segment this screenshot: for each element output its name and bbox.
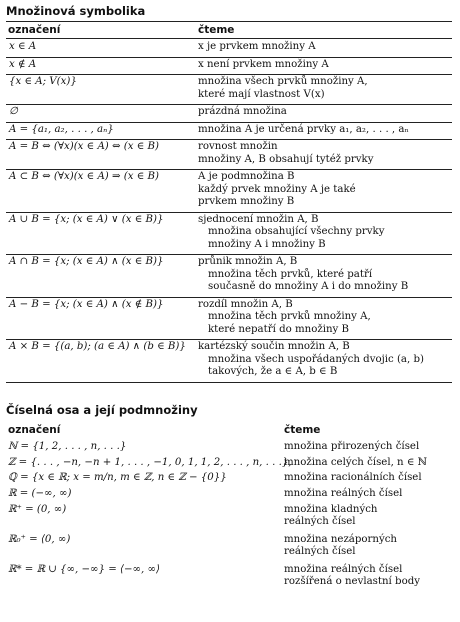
- reading-line: množina kladných: [284, 503, 378, 515]
- reading-line: rozdíl množin A, B: [198, 298, 293, 310]
- notation-cell: A = {a₁, a₂, . . . , aₙ}: [9, 123, 114, 135]
- reading-line: každý prvek množiny A je také: [198, 183, 356, 195]
- row-rule: [6, 57, 452, 58]
- reading-line: množina reálných čísel: [284, 488, 403, 500]
- reading-line: množina těch prvků, které patří: [208, 268, 373, 280]
- column-header-reading: čteme: [284, 424, 321, 436]
- reading-cell: [284, 472, 422, 485]
- reading-line: množina nezáporných: [284, 533, 397, 545]
- row-rule: [6, 212, 452, 213]
- reading-cell: [284, 534, 397, 559]
- notation-cell: x ∈ A: [9, 41, 37, 52]
- reading-cell: [284, 457, 427, 470]
- table-top-rule: [6, 21, 452, 22]
- notation-cell: ∅: [9, 106, 18, 117]
- reading-line: současně do množiny A i do množiny B: [208, 281, 409, 292]
- reading-cell: [198, 76, 368, 101]
- row-rule: [6, 122, 452, 123]
- reading-line: které nepatří do množiny B: [208, 323, 349, 335]
- reading-line: množina přirozených čísel: [284, 441, 420, 452]
- reading-cell: [198, 41, 316, 54]
- reading-cell: [284, 504, 377, 529]
- row-rule: [6, 74, 452, 75]
- reading-line: množina reálných čísel: [284, 563, 403, 575]
- row-rule: [6, 104, 452, 105]
- notation-cell: A = B ⇔ (∀x)(x ∈ A) ⇔ (x ∈ B): [9, 141, 159, 152]
- notation-cell: ℝ* = ℝ ∪ {∞, −∞} = ⟨−∞, ∞⟩: [8, 563, 160, 575]
- reading-line: které mají vlastnost V(x): [198, 88, 325, 100]
- column-header-notation: označení: [8, 24, 61, 36]
- reading-line: množiny A i množiny B: [208, 238, 326, 250]
- header-rule: [6, 38, 452, 39]
- row-rule: [6, 382, 452, 383]
- reading-cell: [284, 441, 419, 454]
- column-header-reading: čteme: [198, 24, 235, 36]
- notation-cell: A ∩ B = {x; (x ∈ A) ∧ (x ∈ B)}: [9, 256, 164, 267]
- reading-line: průnik množin A, B: [198, 256, 298, 267]
- reading-cell: [198, 214, 384, 252]
- reading-line: kartézský součin množin A, B: [198, 341, 350, 352]
- reading-line: reálných čísel: [284, 516, 356, 528]
- reading-line: A je podmnožina B: [198, 171, 295, 182]
- reading-cell: [198, 299, 371, 337]
- notation-cell: {x ∈ A; V(x)}: [9, 76, 77, 87]
- reading-line: množina racionálních čísel: [284, 472, 422, 484]
- reading-cell: [198, 141, 373, 166]
- reading-line: rozšířená o nevlastní body: [284, 576, 420, 588]
- row-rule: [6, 254, 452, 255]
- column-header-notation: označení: [8, 424, 61, 436]
- notation-cell: A − B = {x; (x ∈ A) ∧ (x ∉ B)}: [9, 298, 164, 310]
- notation-cell: x ∉ A: [9, 58, 37, 70]
- reading-line: sjednocení množin A, B: [198, 213, 319, 225]
- row-rule: [6, 339, 452, 340]
- notation-cell: A ⊂ B ⇔ (∀x)(x ∈ A) ⇒ (x ∈ B): [9, 171, 159, 182]
- row-rule: [6, 169, 452, 170]
- row-rule: [6, 297, 452, 298]
- reading-line: prvkem množiny B: [198, 196, 295, 207]
- reading-line: rovnost množin: [198, 141, 278, 152]
- reading-line: množina obsahující všechny prvky: [208, 226, 385, 237]
- notation-cell: A ∪ B = {x; (x ∈ A) ∨ (x ∈ B)}: [9, 213, 164, 225]
- reading-cell: [284, 564, 420, 589]
- reading-line: množina všech prvků množiny A,: [198, 76, 368, 87]
- notation-cell: ℝ = (−∞, ∞): [8, 488, 72, 500]
- reading-cell: [198, 256, 408, 294]
- row-rule: [6, 139, 452, 140]
- reading-cell: [284, 488, 402, 501]
- section-title: Množinová symbolika: [6, 4, 146, 18]
- reading-line: prázdná množina: [198, 106, 287, 117]
- notation-cell: A × B = {(a, b); (a ∈ A) ∧ (b ∈ B)}: [9, 341, 186, 352]
- reading-cell: [198, 124, 409, 137]
- reading-line: množina celých čísel, n ∈ ℕ: [284, 456, 427, 468]
- notation-cell: ℕ = {1, 2, . . . , n, . . .}: [8, 441, 127, 452]
- notation-cell: ℝ₀⁺ = ⟨0, ∞): [8, 533, 71, 545]
- reading-line: x není prvkem množiny A: [198, 58, 329, 70]
- reading-line: množina těch prvků množiny A,: [208, 311, 371, 322]
- reading-line: takových, že a ∈ A, b ∈ B: [208, 366, 338, 377]
- reading-line: reálných čísel: [284, 546, 356, 558]
- reading-line: množina A je určená prvky a₁, a₂, . . . , aₙ: [198, 123, 409, 135]
- notation-cell: ℝ⁺ = (0, ∞): [8, 503, 67, 515]
- reading-line: x je prvkem množiny A: [198, 41, 316, 52]
- section-title: Číselná osa a její podmnožiny: [6, 403, 198, 417]
- notation-cell: ℤ = {. . . , −n, −n + 1, . . . , −1, 0, 1, 1, 2, . . . , n, . . .},: [8, 456, 292, 468]
- reading-cell: [198, 171, 356, 209]
- reading-cell: [198, 106, 287, 119]
- notation-cell: ℚ = {x ∈ ℝ; x = m/n, m ∈ ℤ, n ∈ ℤ − {0}}: [8, 472, 227, 484]
- reading-cell: [198, 341, 424, 379]
- reading-line: množiny A, B obsahují tytéž prvky: [198, 153, 374, 165]
- reading-line: množina všech uspořádaných dvojic (a, b): [208, 353, 424, 365]
- reading-cell: [198, 59, 329, 72]
